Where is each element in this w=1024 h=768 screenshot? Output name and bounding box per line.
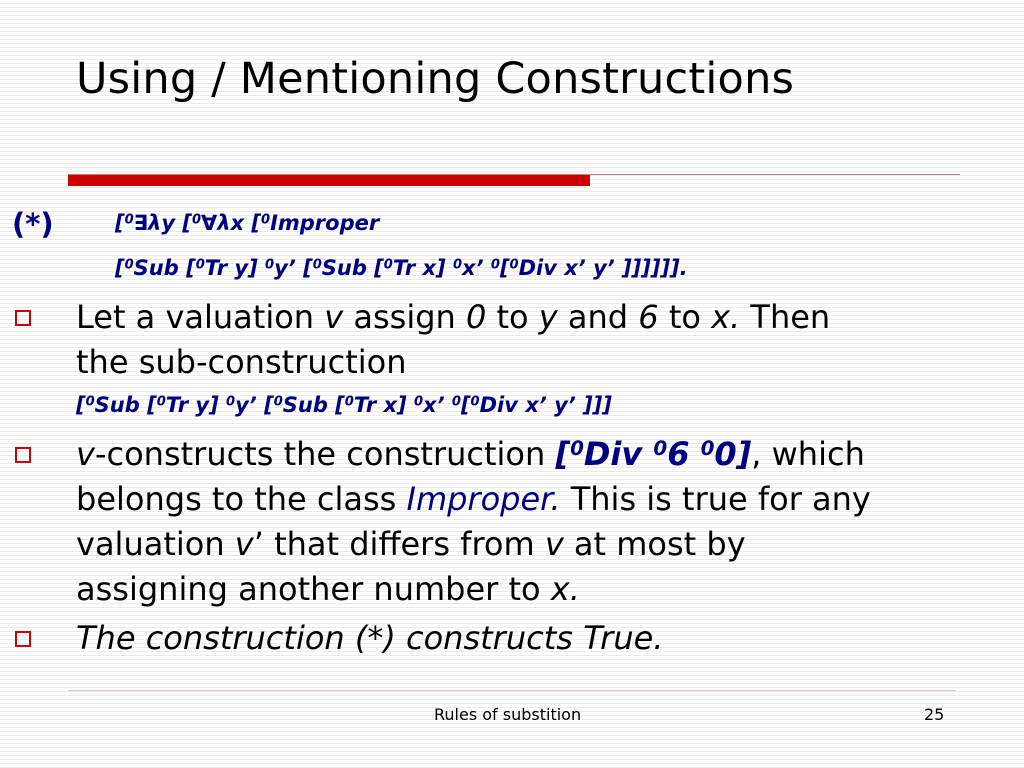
bullet-1-line-1: Let a valuation v assign 0 to y and 6 to x. Then [76,298,831,336]
bullet-text-1 [76,295,1016,385]
bullet-2-post: , which [751,435,865,473]
bullet-2-pre: -constructs the construction [94,435,546,473]
formula-line-2: [$^0$Sub [$^0$Tr y] $^0$y’ [$^0$Sub [$^0$Tr x] $^0$x’ $^0$[$^0$Div x’ y’ ]]]]]]. [115,256,688,280]
bullet-2-line-3: valuation v’ that differs from v at most by [76,525,746,563]
page-number: 25 [924,705,945,724]
bullet-2-line-1: v-constructs the construction [$^0$Div $^0$6 $^0$0], which [76,435,865,473]
bullet-text-3 [76,616,1016,661]
footer-rule [68,690,956,691]
bullet-2-line-2: belongs to the class Improper. This is true for any [76,480,871,518]
bullet-text-2 [76,432,1016,612]
inline-formula: [$^0$Div $^0$6 $^0$0] [555,435,752,473]
slide-title: Using / Mentioning Constructions [76,54,795,104]
formula-line-1: [$^0$∃λy [$^0$∀λx [$^0$Improper [115,211,380,235]
bullet-marker-2 [15,447,31,463]
title-rule-red [68,175,590,186]
bullet-marker-1 [15,310,31,326]
bullet-marker-3 [15,631,31,647]
formula-line-3: [$^0$Sub [$^0$Tr y] $^0$y’ [$^0$Sub [$^0$Tr x] $^0$x’ $^0$[$^0$Div x’ y’ ]]] [76,393,612,417]
bullet-3-text: The construction (*) constructs True. [76,619,664,657]
star-label: (*) [12,207,54,241]
bullet-1-line-2: the sub-construction [76,343,407,381]
footer-title: Rules of substition [434,705,582,724]
bullet-2-line-4: assigning another number to x. [76,570,580,608]
